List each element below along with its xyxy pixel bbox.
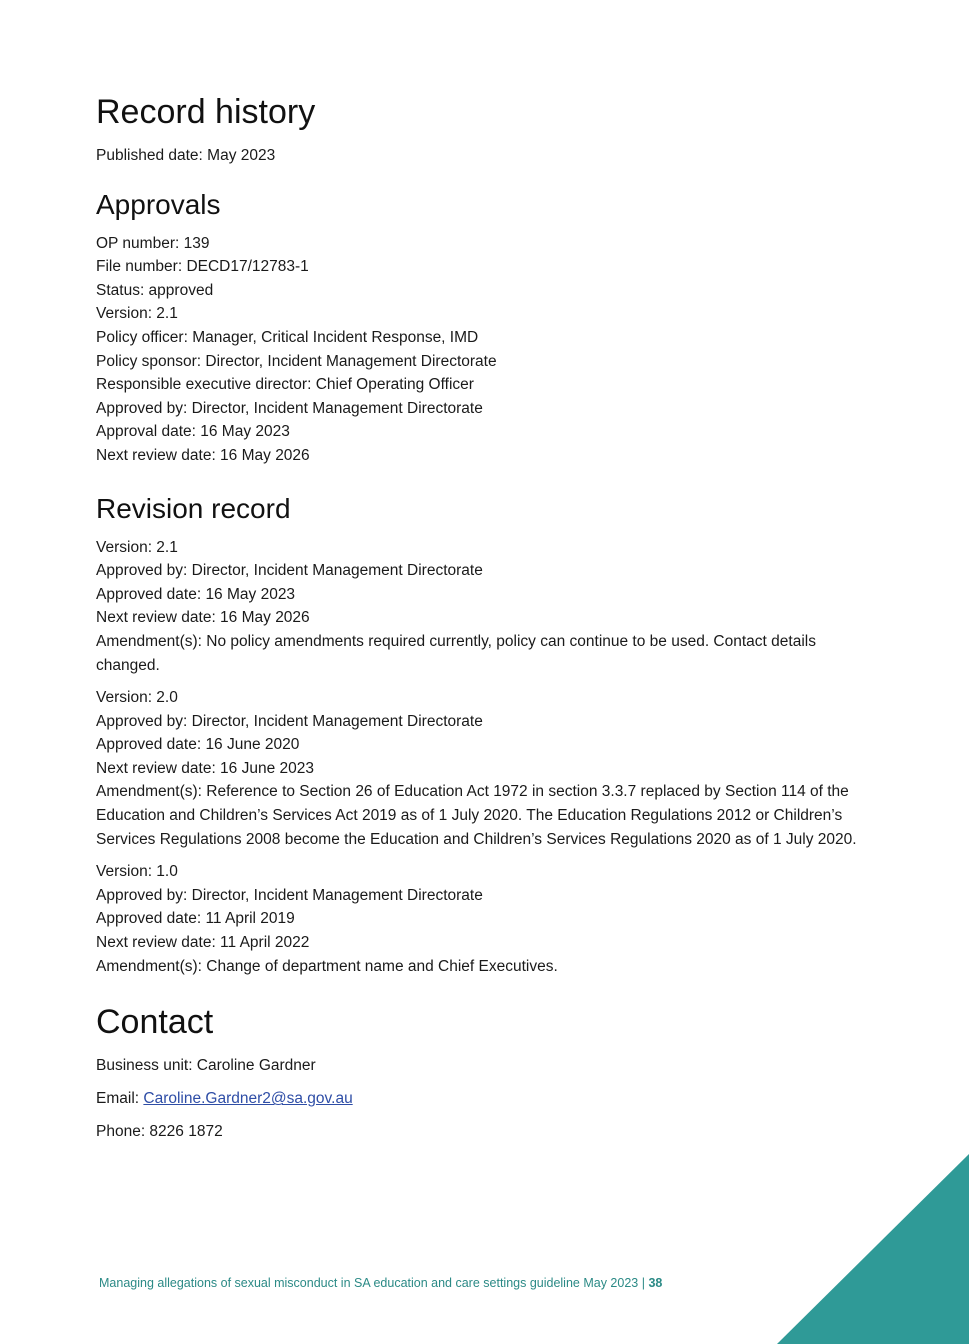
revision-record-heading: Revision record	[96, 492, 291, 524]
phone: Phone: 8226 1872	[96, 1123, 223, 1141]
revision-version: Version: 1.0	[96, 863, 178, 881]
revision-entry	[96, 686, 876, 851]
revision-next-review: Next review date: 16 June 2023	[96, 759, 314, 777]
revision-entry	[96, 860, 876, 978]
business-unit: Business unit: Caroline Gardner	[96, 1057, 316, 1075]
document-body	[96, 92, 876, 1154]
responsible-executive-director: Responsible executive director: Chief Operating Officer	[96, 376, 474, 394]
version: Version: 2.1	[96, 305, 178, 323]
record-history-heading: Record history	[96, 93, 316, 131]
revision-approved-by: Approved by: Director, Incident Management Directorate	[96, 886, 483, 904]
revision-amendments: Amendment(s): Reference to Section 26 of Education Act 1972 in section 3.3.7 replaced by Section 114 of the Education and Children’s Services Act 2019 as of 1 July 2020. The Education Regulations 2012 or Children’s Services Regulations 2008 become the Education and Children’s Services Regulations 2020 as of 1 July 2020.	[96, 783, 857, 848]
revision-approved-date: Approved date: 16 June 2020	[96, 736, 300, 754]
op-number: OP number: 139	[96, 234, 210, 252]
revision-next-review: Next review date: 11 April 2022	[96, 934, 310, 952]
approvals-heading: Approvals	[96, 188, 221, 220]
revision-approved-by: Approved by: Director, Incident Management Directorate	[96, 562, 483, 580]
corner-triangle-shape	[777, 1154, 969, 1344]
revision-next-review: Next review date: 16 May 2026	[96, 609, 310, 627]
page-footer	[99, 1276, 662, 1290]
published-date: Published date: May 2023	[96, 147, 276, 164]
revision-approved-by: Approved by: Director, Incident Management Directorate	[96, 712, 483, 730]
email-line	[96, 1087, 876, 1111]
footer-separator: |	[638, 1276, 649, 1290]
approved-by: Approved by: Director, Incident Management Directorate	[96, 399, 483, 417]
policy-sponsor: Policy sponsor: Director, Incident Management Directorate	[96, 352, 497, 370]
contact-heading: Contact	[96, 1003, 214, 1042]
file-number: File number: DECD17/12783-1	[96, 258, 309, 276]
status: Status: approved	[96, 281, 214, 299]
email-label: Email:	[96, 1090, 144, 1108]
page-number: 38	[648, 1276, 663, 1290]
revision-version: Version: 2.1	[96, 538, 178, 556]
next-review-date: Next review date: 16 May 2026	[96, 446, 310, 464]
revision-approved-date: Approved date: 16 May 2023	[96, 585, 296, 603]
footer-title: Managing allegations of sexual misconduct in SA education and care settings guideline May 2023	[99, 1276, 639, 1290]
revision-approved-date: Approved date: 11 April 2019	[96, 910, 295, 928]
revision-entry	[96, 536, 876, 678]
policy-officer: Policy officer: Manager, Critical Incident Response, IMD	[96, 328, 479, 346]
approval-date: Approval date: 16 May 2023	[96, 423, 290, 441]
email-link[interactable]: Caroline.Gardner2@sa.gov.au	[143, 1090, 353, 1108]
revision-amendments: Amendment(s): Change of department name and Chief Executives.	[96, 957, 558, 975]
corner-triangle-decoration	[769, 1154, 969, 1344]
approvals-list	[96, 232, 876, 468]
revision-amendments: Amendment(s): No policy amendments required currently, policy can continue to be used. Contact details changed.	[96, 632, 816, 674]
revision-version: Version: 2.0	[96, 689, 178, 707]
